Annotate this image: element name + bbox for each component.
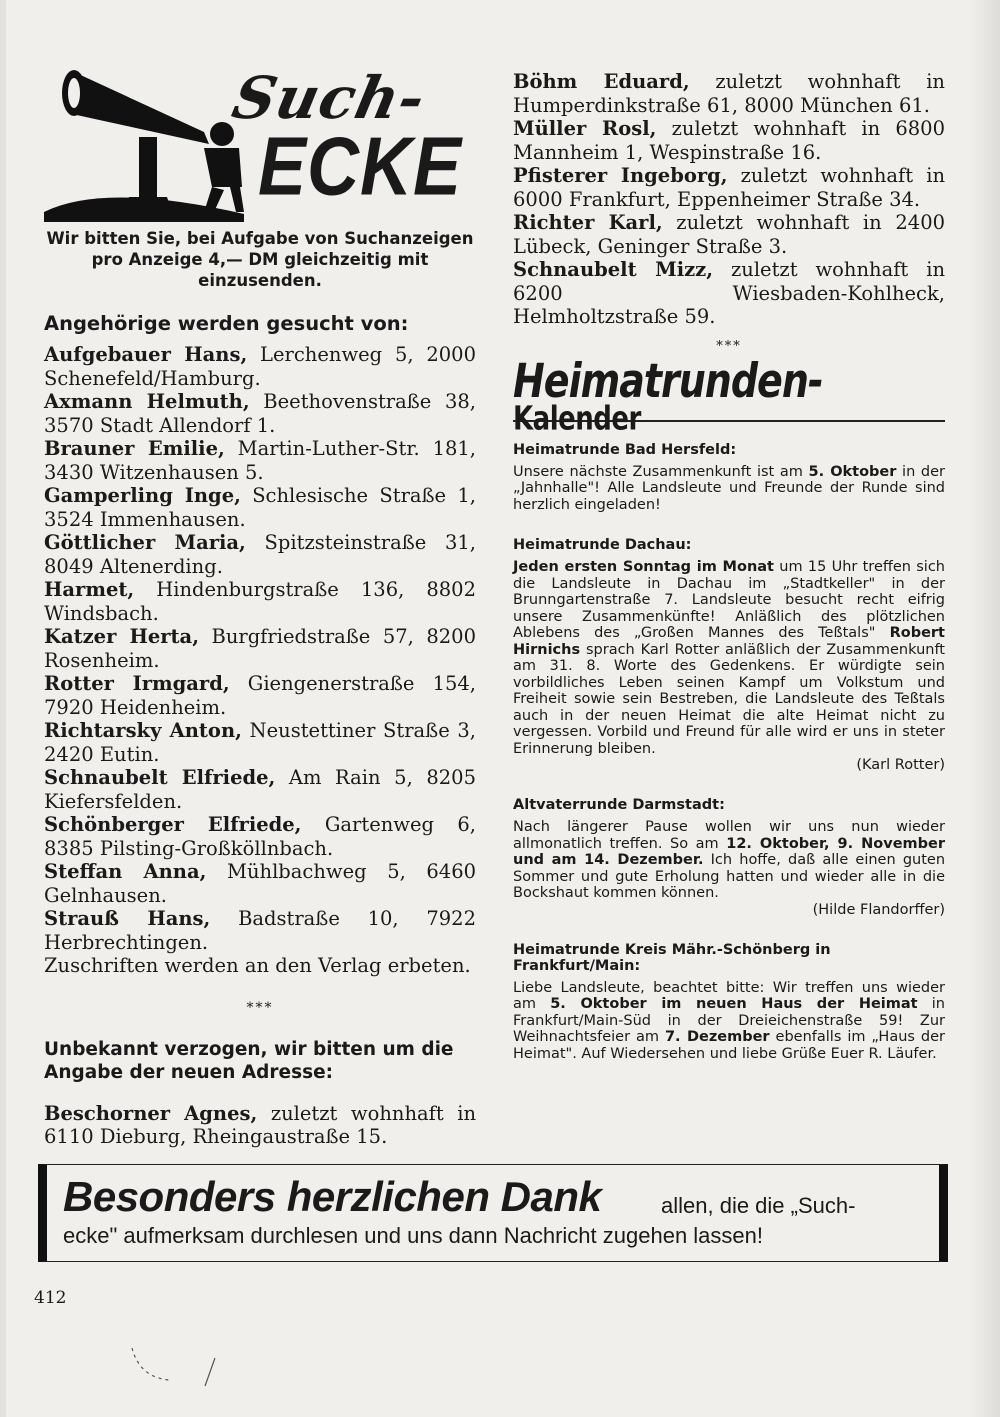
section-heading: Unbekannt verzogen, wir bitten um die Angabe der neuen Adresse: [44,1038,454,1083]
search-entry-list [44,1102,476,1149]
entry-name: Göttlicher Maria, [44,531,246,554]
entry-address: Am Rain 5, 8205 Kiefersfelden. [44,766,476,813]
entry-name: Schnaubelt Elfriede, [44,766,276,789]
round-text-part: Nach längerer Pause wollen wir uns nun wieder allmonatlich treffen. So am [513,819,945,852]
entry-address: zuletzt wohnhaft in 2400 Lübeck, Geninger Straße 3. [513,211,946,258]
search-entry [44,672,476,719]
kalender-heading-b: Kalender [513,400,641,438]
section-heading: Angehörige werden gesucht von: [44,312,409,335]
banner-headline: Besonders herzlichen Dank [63,1173,602,1220]
closing-note: Zuschriften werden an den Verlag erbeten. [44,954,471,977]
entry-name: Steffan Anna, [44,860,207,883]
entry-address: zuletzt wohnhaft in 6000 Frankfurt, Eppenheimer Straße 34. [513,164,946,211]
kalender-heading [513,352,945,438]
entry-name: Rotter Irmgard, [44,672,230,695]
suchecke-logo [44,62,476,232]
search-entry [44,437,476,484]
round-text-part: sprach Karl Rotter anläßlich der Zusammenkunft am 31. 8. Worte des Gedenkens. Er würdigte sein vorbildliches Leben seinen Kampf um Volkstum und Freiheit sowie sein Bestreben, die Landsleute des Teßtals auch in der neuen Heimat die alte Heimat nicht zu vergessen. Vorbild und Freund für alle wird er uns in steter Erinnerung bleiben. [513,641,945,757]
round-text-bold: 5. Oktober im neuen Haus der Heimat [550,996,918,1012]
entry-address: Schlesische Straße 1, 3524 Immenhausen. [44,484,476,531]
round-text [513,559,945,757]
entry-name: Böhm Eduard, [513,70,690,93]
round-title: Heimatrunde Dachau: [513,537,692,553]
entry-name: Aufgebauer Hans, [44,343,248,366]
search-entry [44,531,476,578]
round-text-part: Ich hoffe, daß alle einen guten Sommer und gute Erholung hatten und wieder alle in die Bockshaut kommen können. [513,852,946,901]
entry-name: Axmann Helmuth, [44,390,250,413]
search-entry [44,813,476,860]
kalender-heading-a: Heimatrunden- [513,352,823,408]
page-edge-shadow [970,0,1000,1417]
search-entry [44,1102,476,1149]
banner-text: ecke" aufmerksam durchlesen und uns dann Nachricht zugehen lassen! [63,1223,763,1248]
entry-name: Schönberger Elfriede, [44,813,302,836]
round-text-part: Unsere nächste Zusammenkunft ist am [513,463,809,480]
fee-notice: Wir bitten Sie, bei Aufgabe von Suchanzeigen pro Anzeige 4,— DM gleichzeitig mit einzusenden. [46,229,474,290]
entry-name: Katzer Herta, [44,625,199,648]
search-entry [513,211,945,258]
search-entry [513,164,945,211]
search-entry [44,343,476,390]
entry-address: Beethovenstraße 38, 3570 Stadt Allendorf 1. [44,390,476,437]
entry-address: Hindenburgstraße 136, 8802 Windsbach. [44,578,476,625]
entry-name: Brauner Emilie, [44,437,225,460]
round-signature: (Hilde Flandorffer) [812,901,945,918]
round-text-bold: Robert Hirnichs [513,625,945,658]
entry-address: zuletzt wohnhaft in Humperdinkstraße 61, 8000 München 61. [513,70,945,117]
entry-address: Spitzsteinstraße 31, 8049 Altenerding. [44,531,476,578]
entry-address: Gartenweg 6, 8385 Pilsting-Großköllnbach. [44,813,476,860]
entry-name: Müller Rosl, [513,117,657,140]
entry-name: Beschorner Agnes, [44,1101,258,1125]
entry-address: Giengenerstraße 154, 7920 Heidenheim. [44,672,476,719]
page-edge-shadow [0,0,6,1417]
logo-ecke-text: ECKE [258,121,463,213]
logo-such-text: Such- [226,64,432,132]
entry-name: Schnaubelt Mizz, [513,258,714,281]
round-text-bold: 5. Oktober [808,463,897,480]
entry-address: zuletzt wohnhaft in 6200 Wiesbaden-Kohlheck, Helmholtzstraße 59. [513,258,946,328]
round-text-part: Liebe Landsleute, beachtet bitte: Wir treffen uns wieder am [513,979,945,1012]
search-entry [44,625,476,672]
round-text-bold: 12. Oktober, 9. November und am 14. Dezember. [513,835,945,868]
round-title: Altvaterrunde Darmstadt: [513,797,725,813]
round-title: Heimatrunde Bad Hersfeld: [513,441,737,458]
round-text-bold: 7. Dezember [664,1029,770,1045]
entry-name: Pfisterer Ingeborg, [513,164,728,187]
entry-address: Burgfriedstraße 57, 8200 Rosenheim. [44,625,476,672]
entry-name: Strauß Hans, [44,907,211,930]
separator-stars: *** [246,999,274,1016]
search-entry [44,766,476,813]
round-text-part: ebenfalls im „Haus der Heimat". Auf Wiedersehen und liebe Grüße Euer R. Läufer. [513,1029,945,1062]
round-text-part: um 15 Uhr treffen sich die Landsleute in Dachau im „Stadtkeller" in der Brunngartenstraße 7. Landsleute besucht recht eifrig unsere Zusammenkünfte! Anläßlich des plötzlichen Ablebens des „Großen Mannes des Teßtals" [513,559,945,641]
entry-address: Lerchenweg 5, 2000 Schenefeld/Hamburg. [44,343,476,390]
search-entry [44,907,476,954]
search-entry [44,578,476,625]
page-number: 412 [34,1288,67,1308]
search-entry [513,117,945,164]
entry-name: Richtarsky Anton, [44,719,242,742]
separator-stars: *** [716,338,742,354]
search-entry [513,258,945,329]
round-text-part: in der „Jahnhalle"! Alle Landsleute und Freunde der Runde sind herzlich eingeladen! [513,463,946,513]
pen-mark-icon [120,1318,240,1388]
entry-address: zuletzt wohnhaft in 6800 Mannheim 1, Wespinstraße 16. [513,117,945,164]
search-entry-list [44,343,476,954]
round-title: Heimatrunde Kreis Mähr.-Schönberg in Frankfurt/Main: [513,941,831,974]
round-signature: (Karl Rotter) [856,757,945,773]
banner-text: allen, die die „Such- [661,1193,856,1218]
round-text [513,819,945,902]
round-text-part: in Frankfurt/Main-Süd in der Dreieichenstraße 59! Zur Weihnachtsfeier am [513,996,945,1045]
search-entry [44,390,476,437]
search-entry [44,484,476,531]
right-column [513,70,945,1062]
entry-address: Mühlbachweg 5, 6460 Gelnhausen. [44,860,477,907]
search-entry [44,719,476,766]
search-entry [513,70,945,117]
entry-name: Gamperling Inge, [44,484,241,507]
search-entry [44,860,476,907]
round-text-bold: Jeden ersten Sonntag im Monat [513,559,774,575]
search-entry-list [513,70,945,329]
entry-name: Richter Karl, [513,211,663,234]
telescope-man-icon [44,62,244,222]
entry-address: Badstraße 10, 7922 Herbrechtingen. [44,907,476,954]
entry-address: Martin-Luther-Str. 181, 3430 Witzenhausen 5. [44,437,476,484]
entry-address: Neustettiner Straße 3, 2420 Eutin. [44,719,476,766]
entry-name: Harmet, [44,578,135,601]
thanks-banner [38,1164,948,1262]
round-list [513,442,945,1063]
round-text [513,980,945,1063]
entry-address: zuletzt wohnhaft in 6110 Dieburg, Rheingaustraße 15. [44,1101,477,1148]
left-column [44,62,476,1149]
round-text [513,464,945,514]
